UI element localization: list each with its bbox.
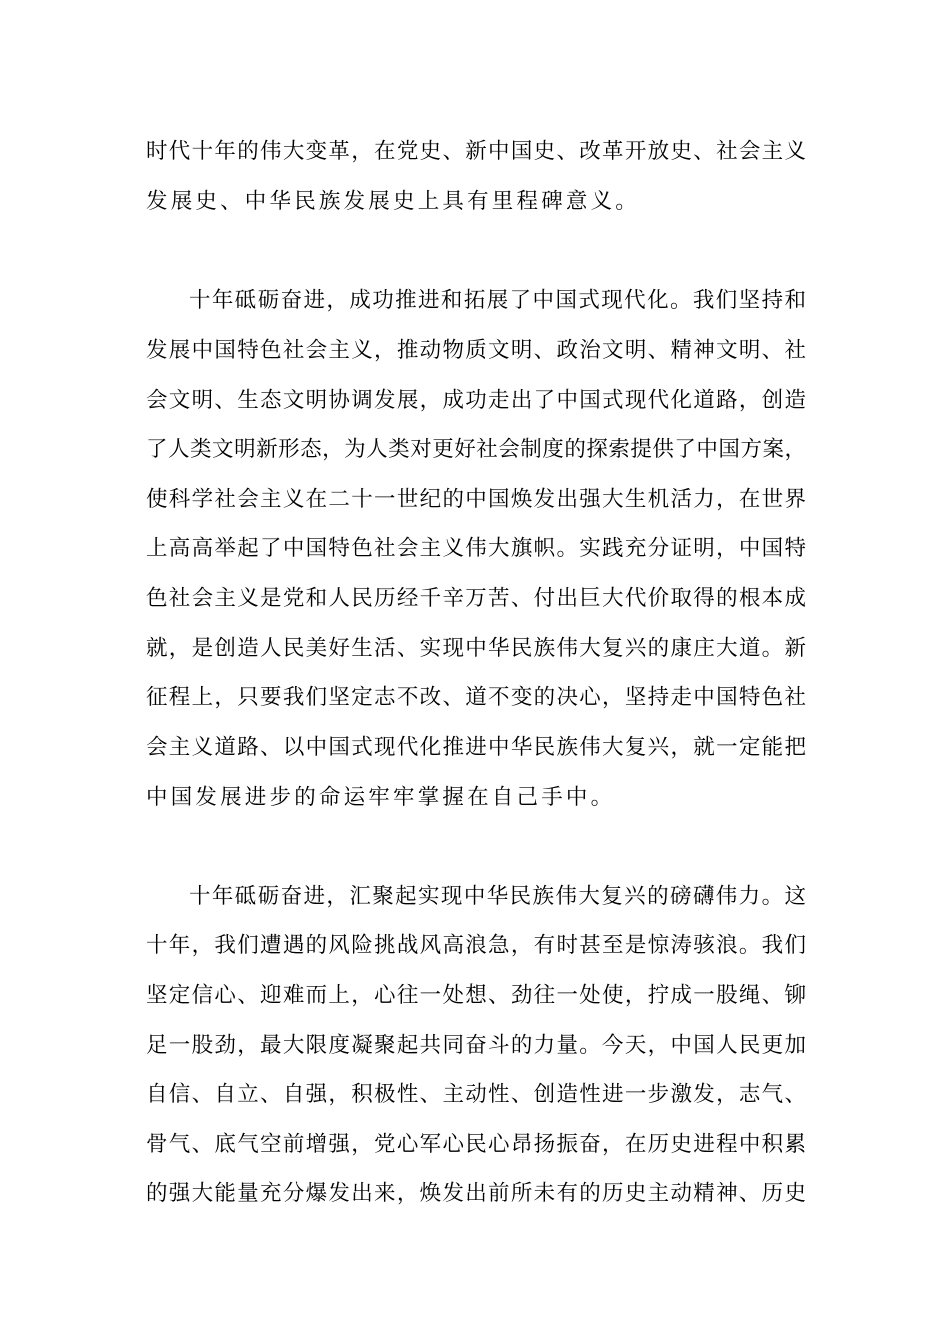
text-line: 会文明、生态文明协调发展，成功走出了中国式现代化道路，创造 [146, 388, 806, 413]
text-line: 十年砥砺奋进，成功推进和拓展了中国式现代化。我们坚持和 [189, 288, 806, 313]
text-line: 使科学社会主义在二十一世纪的中国焕发出强大生机活力，在世界 [146, 487, 806, 512]
text-line: 会主义道路、以中国式现代化推进中华民族伟大复兴，就一定能把 [146, 735, 806, 760]
text-line: 发展史、中华民族发展史上具有里程碑意义。 [146, 189, 641, 214]
text-line: 色社会主义是党和人民历经千辛万苦、付出巨大代价取得的根本成 [146, 586, 806, 611]
text-line: 十年砥砺奋进，汇聚起实现中华民族伟大复兴的磅礴伟力。这 [189, 884, 806, 909]
text-line: 发展中国特色社会主义，推动物质文明、政治文明、精神文明、社 [146, 338, 806, 363]
text-line: 中国发展进步的命运牢牢掌握在自己手中。 [146, 785, 616, 810]
text-line: 的强大能量充分爆发出来，焕发出前所未有的历史主动精神、历史 [146, 1181, 806, 1206]
text-line: 骨气、底气空前增强，党心军心民心昂扬振奋，在历史进程中积累 [146, 1132, 806, 1157]
text-line: 自信、自立、自强，积极性、主动性、创造性进一步激发，志气、 [146, 1082, 806, 1107]
text-line: 征程上，只要我们坚定志不改、道不变的决心，坚持走中国特色社 [146, 685, 806, 710]
text-line: 了人类文明新形态，为人类对更好社会制度的探索提供了中国方案， [146, 437, 806, 462]
text-line: 上高高举起了中国特色社会主义伟大旗帜。实践充分证明，中国特 [146, 536, 806, 561]
text-line: 时代十年的伟大变革，在党史、新中国史、改革开放史、社会主义 [146, 139, 806, 164]
text-line: 十年，我们遭遇的风险挑战风高浪急，有时甚至是惊涛骇浪。我们 [146, 933, 806, 958]
text-line: 坚定信心、迎难而上，心往一处想、劲往一处使，拧成一股绳、铆 [146, 983, 806, 1008]
text-line: 足一股劲，最大限度凝聚起共同奋斗的力量。今天，中国人民更加 [146, 1033, 806, 1058]
text-line: 就，是创造人民美好生活、实现中华民族伟大复兴的康庄大道。新 [146, 636, 806, 661]
